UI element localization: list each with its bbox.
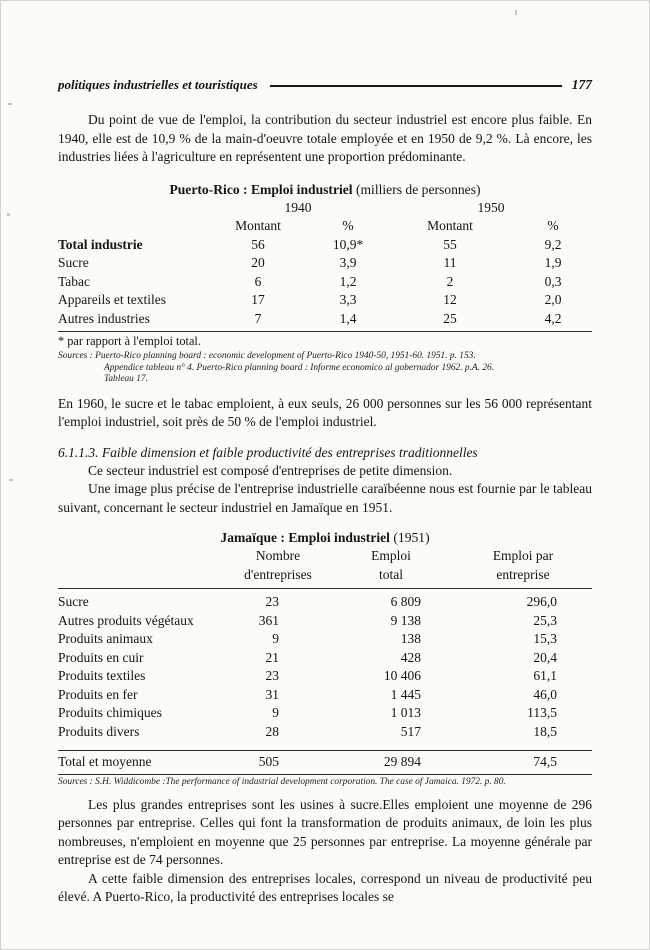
table2-title-main: Jamaïque : Emploi industriel <box>220 530 390 546</box>
table2-cell: 517 <box>400 723 421 739</box>
table2-cell: 46,0 <box>533 686 557 702</box>
table1-cell: 2 <box>446 273 454 289</box>
table2-col-header-line: Nombre <box>255 548 301 564</box>
table2-row-label: Produits en fer <box>58 686 138 702</box>
table1-cell: 4,2 <box>544 310 562 326</box>
table2-total-cell: 74,5 <box>533 754 557 770</box>
scan-artifact <box>515 10 517 15</box>
table2-cell: 23 <box>265 594 279 610</box>
table1-grid <box>58 199 592 329</box>
table1-cell: 6 <box>254 273 262 289</box>
table1-cell: 1,9 <box>544 255 562 270</box>
table1-title <box>58 182 592 198</box>
table2-cell: 428 <box>400 649 421 665</box>
table1-title-main: Puerto-Rico : Emploi industriel <box>169 181 353 197</box>
table1-title-unit: (milliers de personnes) <box>352 181 481 197</box>
running-title: politiques industrielles et touristiques <box>58 77 258 92</box>
table1-year-1950: 1950 <box>477 199 505 215</box>
table1-sources-line: Tableau 17. <box>104 374 148 385</box>
paragraph-1960: En 1960, le sucre et le tabac emploient, à eux seuls, 26 000 personnes sur les 56 000 représentant l'emploi industriel, soit près de 50 % de l'emploi industriel. <box>58 395 592 430</box>
table1-row-label: Autres industries <box>58 310 150 326</box>
table2-col-header-line: total <box>379 566 403 582</box>
table2-cell: 61,1 <box>533 668 557 684</box>
table2-row-label: Produits en cuir <box>58 649 144 665</box>
table2-col-header <box>330 547 452 584</box>
table1-cell: 9,2 <box>544 236 562 252</box>
scan-artifact <box>7 213 10 216</box>
table1-cell: 20 <box>251 255 265 270</box>
table1-cell: 17 <box>251 292 265 307</box>
table2-row-label: Sucre <box>58 594 89 610</box>
table2-bottom-rule <box>58 774 592 775</box>
table2-cell: 31 <box>265 686 279 702</box>
table1-cell: 7 <box>254 310 262 326</box>
table2-col-header <box>452 547 594 584</box>
table1-row-label: Appareils et textiles <box>58 292 166 307</box>
table2-row-label: Produits textiles <box>58 668 146 684</box>
table2-cell: 296,0 <box>526 594 557 610</box>
table2-cell: 138 <box>400 631 421 647</box>
table2-title <box>58 530 592 546</box>
jamaica-table <box>58 530 592 787</box>
table2-row-label: Produits divers <box>58 723 140 739</box>
table2-cell: 15,3 <box>533 631 557 647</box>
header-rule <box>270 85 562 87</box>
scan-artifact <box>8 103 12 105</box>
scan-artifact <box>9 479 13 481</box>
table2-col-header-line: Emploi par <box>492 548 554 564</box>
paragraph-image: Une image plus précise de l'entreprise industrielle caraïbéenne nous est fournie par le tableau suivant, concernant le secteur industriel en Jamaïque en 1951. <box>58 481 592 515</box>
page-header <box>58 77 592 93</box>
puerto-rico-table <box>58 182 592 386</box>
table2-col-header <box>226 547 330 584</box>
table2-col-header-line: d'entreprises <box>244 566 312 582</box>
table1-cell: 1,2 <box>339 273 357 289</box>
table2-header-rule <box>58 588 592 589</box>
paragraph-intro: Du point de vue de l'emploi, la contribution du secteur industriel est encore plus faible. En 1940, elle est de 10,9 % de la main-d'oeuvre totale employée et en 1950 de 9,2 %. Là encore, les industries liées à l'agriculture en représentent une proportion prédominante. <box>58 112 592 164</box>
table2-total-cell: 505 <box>258 754 279 770</box>
table1-cell: 2,0 <box>544 292 562 307</box>
table1-cell: 10,9* <box>332 236 364 252</box>
table1-col-header: % <box>342 218 354 233</box>
table2-cell: 18,5 <box>533 723 557 739</box>
table1-cell: 55 <box>443 236 457 252</box>
table2-row-label: Produits animaux <box>58 631 153 647</box>
table2-col-header-line: Emploi <box>371 548 411 564</box>
table1-sources-line: Sources : Puerto-Rico planning board : economic development of Puerto-Rico 1940-50, 1951-60. 1951. p. 153. <box>58 351 476 361</box>
table1-year-1940: 1940 <box>284 199 312 215</box>
table2-cell: 20,4 <box>533 649 557 665</box>
table1-sources <box>58 351 592 386</box>
table1-bottom-rule <box>58 331 592 332</box>
table2-cell: 10 406 <box>383 668 421 684</box>
paragraph-conclusion: Les plus grandes entreprises sont les usines à sucre.Elles emploient une moyenne de 296 personnes par entreprise. Celles qui font la transformation de produits animaux, de loin les plus nombreuses, n'emploient en moyenne que 25 personnes par entreprise. La moyenne générale par entreprise est de 74 personnes. <box>58 796 592 868</box>
table1-cell: 3,3 <box>339 292 357 307</box>
section-heading-6113: 6.1.1.3. Faible dimension et faible productivité des entreprises traditionnelles <box>58 444 478 460</box>
table1-cell: 1,4 <box>339 310 357 326</box>
table2-body <box>58 593 592 741</box>
table1-cell: 25 <box>443 310 457 326</box>
table2-cell: 25,3 <box>533 612 557 628</box>
paragraph-productivity: A cette faible dimension des entreprises locales, correspond un niveau de productivité peu élevé. A Puerto-Rico, la productivité des entreprises locales se <box>58 870 592 905</box>
table2-cell: 9 <box>272 631 279 647</box>
table2-total-top-rule <box>58 750 592 751</box>
table1-sources-line: Appendice tableau n° 4. Puerto-Rico planning board : Informe economico al gobernador 1962. p.A. 26. <box>104 362 495 373</box>
table2-cell: 361 <box>258 612 279 628</box>
table1-col-header: Montant <box>427 218 473 233</box>
table1-cell: 12 <box>443 292 457 307</box>
table1-footnote: * par rapport à l'emploi total. <box>58 334 201 348</box>
table2-cell: 21 <box>265 649 279 665</box>
table2-cell: 6 809 <box>390 594 421 610</box>
table2-grid <box>58 547 592 584</box>
table2-cell: 1 445 <box>390 686 421 702</box>
table2-cell: 113,5 <box>527 705 557 721</box>
table1-row-label: Tabac <box>58 273 91 289</box>
table1-cell: 11 <box>443 255 457 270</box>
table2-total-cell: 29 894 <box>383 754 421 770</box>
table1-cell: 56 <box>251 236 265 252</box>
table1-row-label: Total industrie <box>58 236 143 252</box>
table1-col-header: Montant <box>235 218 281 233</box>
page-number: 177 <box>571 77 592 92</box>
table1-cell: 0,3 <box>544 273 562 289</box>
paragraph-dimension: Ce secteur industriel est composé d'entreprises de petite dimension. <box>88 462 453 478</box>
table1-cell: 3,9 <box>339 255 357 270</box>
table2-total-label: Total et moyenne <box>58 754 152 770</box>
table2-cell: 9 <box>272 705 279 721</box>
table2-cell: 1 013 <box>390 705 421 721</box>
table2-row-label: Autres produits végétaux <box>58 612 194 628</box>
table2-row-label: Produits chimiques <box>58 705 162 721</box>
table2-col-header-line: entreprise <box>496 566 550 582</box>
table2-cell: 28 <box>265 723 279 739</box>
table1-col-header: % <box>547 218 559 233</box>
table1-row-label: Sucre <box>58 255 89 270</box>
table2-cell: 9 138 <box>390 612 421 628</box>
table2-title-year: (1951) <box>389 530 430 546</box>
table2-sources: Sources : S.H. Widdicombe :The performance of industrial development corporation. The case of Jamaica. 1972. p. 80. <box>58 776 506 787</box>
table2-cell: 23 <box>265 668 279 684</box>
table2-total-row <box>58 753 592 772</box>
